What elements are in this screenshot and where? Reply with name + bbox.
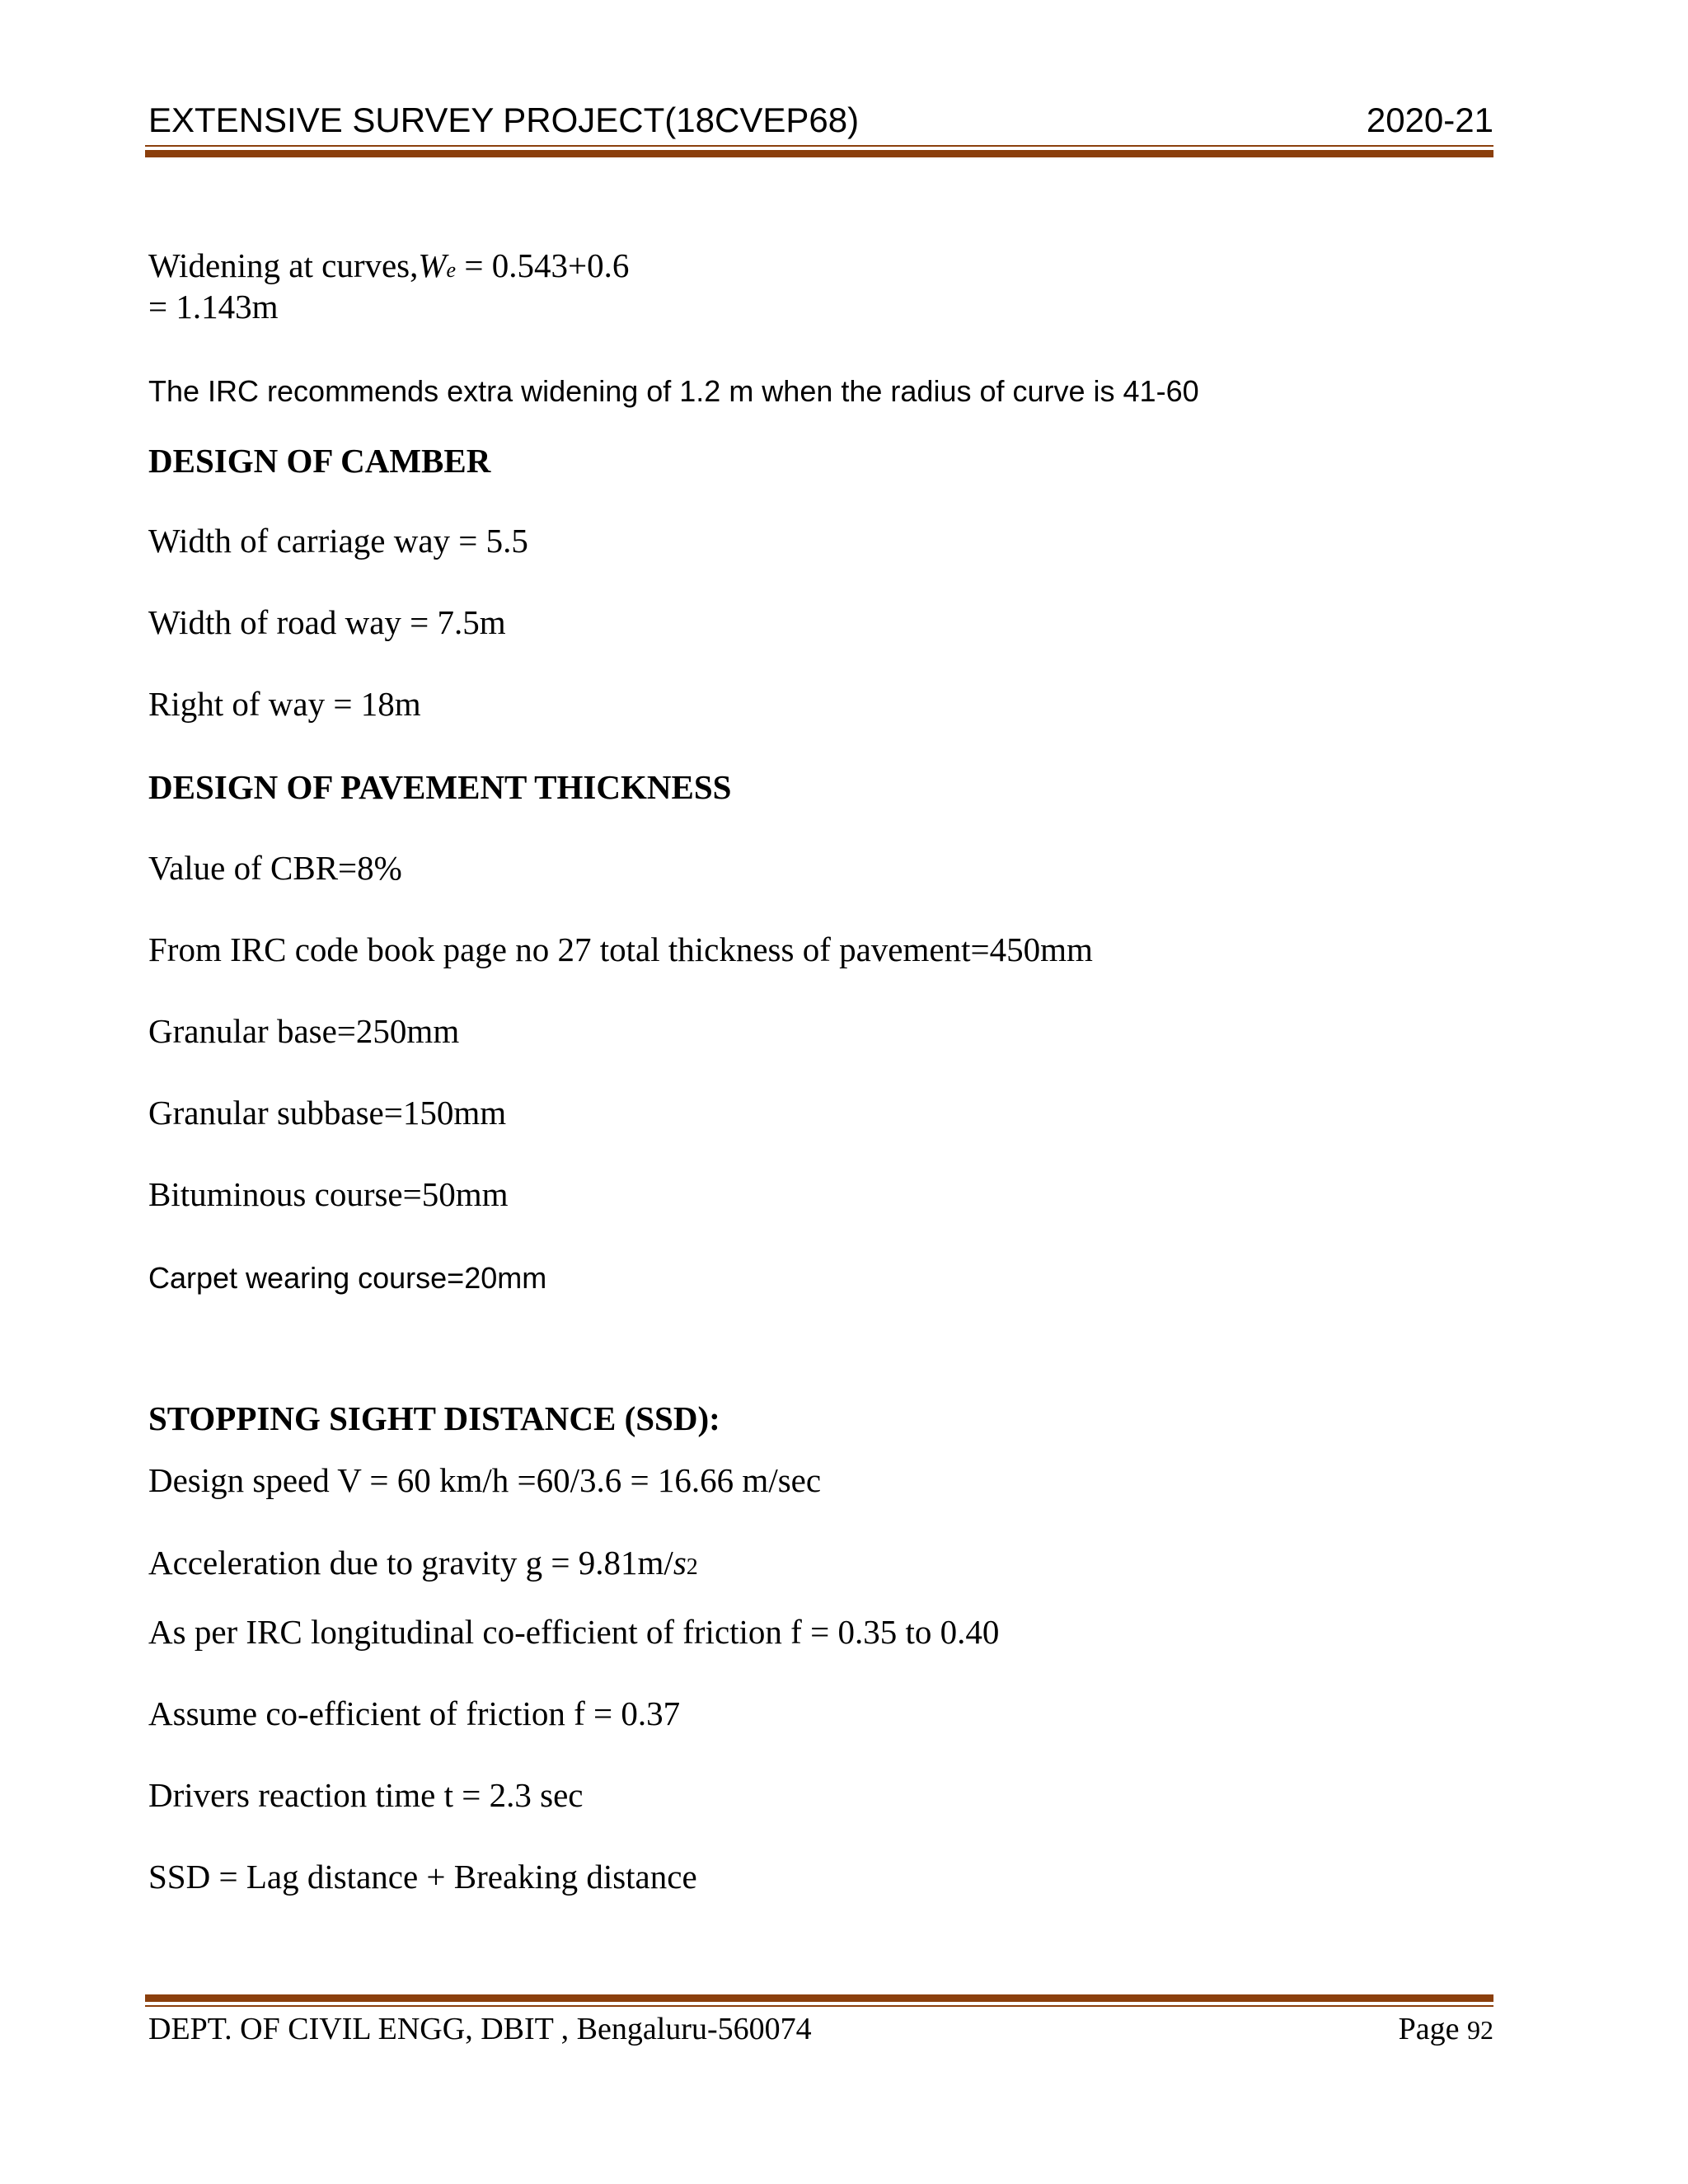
granular-subbase: Granular subbase=150mm [148, 1094, 507, 1132]
page-label: Page [1398, 2012, 1467, 2046]
gravity-exponent: 2 [686, 1554, 698, 1580]
granular-base: Granular base=250mm [148, 1012, 460, 1050]
design-speed: Design speed V = 60 km/h =60/3.6 = 16.66 m/sec [148, 1461, 822, 1499]
header-divider-thin [145, 145, 1493, 147]
bituminous-course: Bituminous course=50mm [148, 1175, 509, 1213]
header-title: EXTENSIVE SURVEY PROJECT(18CVEP68) [148, 101, 860, 139]
gravity-unit: s [673, 1544, 687, 1582]
total-thickness: From IRC code book page no 27 total thickness of pavement=450mm [148, 930, 1093, 968]
camber-heading: DESIGN OF CAMBER [148, 442, 491, 480]
friction-range: As per IRC longitudinal co-efficient of friction f = 0.35 to 0.40 [148, 1613, 1000, 1651]
gravity-prefix: Acceleration due to gravity g = 9.81m/ [148, 1544, 673, 1582]
ssd-heading: STOPPING SIGHT DISTANCE (SSD): [148, 1399, 720, 1437]
reaction-time: Drivers reaction time t = 2.3 sec [148, 1776, 584, 1814]
footer-divider-thin [145, 2005, 1493, 2007]
carpet-course: Carpet wearing course=20mm [148, 1261, 547, 1295]
right-of-way: Right of way = 18m [148, 685, 421, 723]
footer-department: DEPT. OF CIVIL ENGG, DBIT , Bengaluru-560074 [148, 2012, 812, 2046]
irc-note: The IRC recommends extra widening of 1.2 m when the radius of curve is 41-60 [148, 374, 1199, 408]
widening-subscript: e [446, 258, 457, 282]
widening-prefix: Widening at curves, [148, 246, 419, 284]
pavement-heading: DESIGN OF PAVEMENT THICKNESS [148, 768, 732, 806]
gravity-line [148, 1543, 698, 1582]
road-width: Width of road way = 7.5m [148, 603, 506, 641]
friction-assumed: Assume co-efficient of friction f = 0.37 [148, 1694, 681, 1732]
carriage-width: Width of carriage way = 5.5 [148, 522, 528, 560]
ssd-formula: SSD = Lag distance + Breaking distance [148, 1858, 697, 1896]
page-number: 92 [1467, 2015, 1493, 2045]
header-divider-thick [145, 150, 1493, 157]
widening-expression: = 0.543+0.6 [456, 246, 630, 284]
widening-symbol: W [418, 246, 447, 284]
footer-page [1399, 2011, 1493, 2047]
widening-line [148, 246, 629, 285]
footer-divider-thick [145, 1994, 1493, 2002]
header-year: 2020-21 [1366, 101, 1493, 139]
cbr-value: Value of CBR=8% [148, 849, 402, 887]
widening-result: = 1.143m [148, 288, 279, 326]
